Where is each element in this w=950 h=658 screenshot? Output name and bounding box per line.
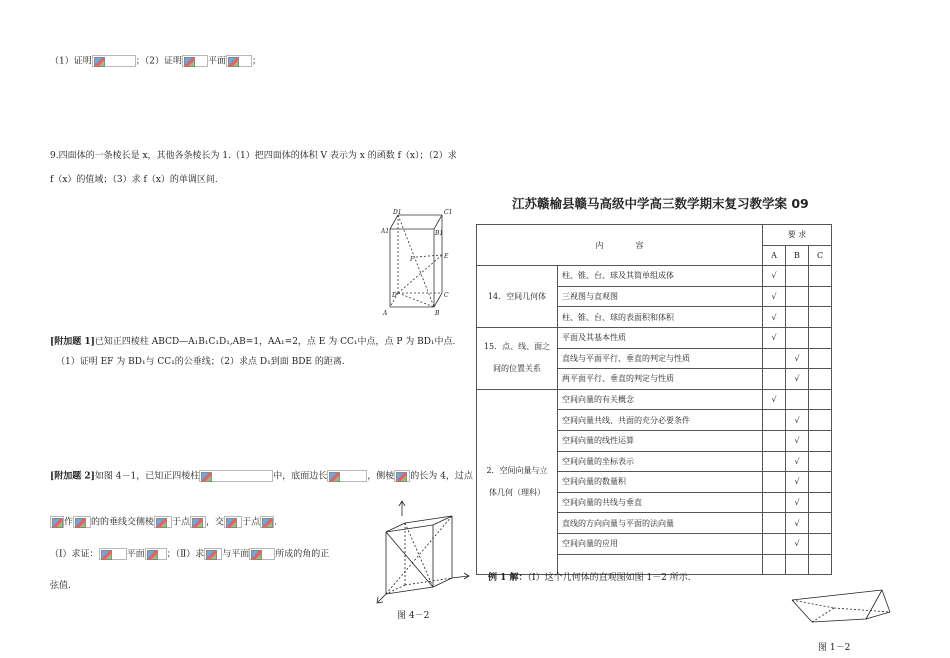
check-b: √ — [786, 430, 809, 451]
item-content: 空间向量的有关概念 — [558, 389, 763, 410]
label-b: B — [435, 310, 440, 317]
formula-image — [199, 470, 273, 482]
image-placeholder-icon — [329, 472, 340, 482]
formula-image — [154, 516, 172, 528]
image-placeholder-icon — [147, 550, 158, 560]
group-name-line: 间的位置关系 — [493, 364, 541, 374]
check-b: √ — [786, 410, 809, 431]
check-c — [809, 492, 832, 513]
solid-figure-1-2 — [786, 584, 896, 634]
formula-image — [249, 548, 275, 560]
item-content: 直线与平面平行、垂直的判定与性质 — [558, 348, 763, 369]
image-placeholder-icon — [396, 472, 407, 482]
label-a: A — [383, 310, 388, 317]
table-row — [477, 389, 832, 410]
formula-image — [224, 516, 242, 528]
item-content: 三视图与直观图 — [558, 286, 763, 307]
check-c — [809, 554, 832, 575]
prism-figure-2 — [372, 498, 472, 606]
item-content: 空间向量的数量积 — [558, 472, 763, 493]
check-c — [809, 472, 832, 493]
item-content: 两平面平行、垂直的判定与性质 — [558, 369, 763, 390]
item-content: 直线的方向向量与平面的法向量 — [558, 513, 763, 534]
check-a: √ — [763, 389, 786, 410]
check-b: √ — [786, 369, 809, 390]
check-a — [763, 410, 786, 431]
label-c1: C1 — [444, 209, 453, 216]
check-b: √ — [786, 451, 809, 472]
question-9-line1: 9.四面体的一条棱长是 x，其他各条棱长为 1.（1）把四面体的体积 V 表示为 x 的函数 f（x）；（2）求 — [50, 151, 457, 161]
item-content: 空间向量的共线与垂直 — [558, 492, 763, 513]
check-b — [786, 554, 809, 575]
header-requirement: 要 求 — [763, 225, 832, 246]
table-header-row — [477, 225, 832, 246]
header-col-b: B — [786, 245, 809, 266]
check-a — [763, 472, 786, 493]
prism-figure-1 — [380, 205, 460, 317]
item-content: 空间向量共线、共面的充分必要条件 — [558, 410, 763, 431]
check-c — [809, 533, 832, 554]
extra-question-2-line1: [附加题 2]如图 4－1，已知正四棱柱 中，底面边长 ，侧棱 的长为 4，过点 — [50, 471, 473, 482]
image-placeholder-icon — [228, 57, 239, 67]
figure-1-2-caption: 图 1－2 — [818, 643, 851, 653]
image-placeholder-icon — [75, 518, 86, 528]
check-b — [786, 389, 809, 410]
group-name-line: 2．空间向量与立 — [486, 465, 548, 475]
example-1-line: 例 1 解：（Ⅰ）这个几何体的直观图如图 1－2 所示. — [488, 573, 691, 583]
image-placeholder-icon — [94, 57, 105, 67]
check-b: √ — [786, 533, 809, 554]
check-c — [809, 266, 832, 287]
formula-image — [394, 470, 410, 482]
image-placeholder-icon — [52, 518, 63, 528]
image-placeholder-icon — [251, 550, 262, 560]
item-content: 空间向量的坐标表示 — [558, 451, 763, 472]
check-c — [809, 410, 832, 431]
check-a — [763, 430, 786, 451]
table-row — [477, 266, 832, 287]
label-f: F — [410, 256, 415, 263]
image-placeholder-icon — [206, 550, 217, 560]
image-placeholder-icon — [184, 57, 195, 67]
formula-image — [226, 55, 252, 67]
formula-image — [99, 548, 127, 560]
check-b — [786, 266, 809, 287]
check-b: √ — [786, 492, 809, 513]
group-name-line: 体几何（理科） — [489, 487, 545, 497]
formula-image — [145, 548, 167, 560]
item-content: 柱、锥、台、球的表面积和体积 — [558, 307, 763, 328]
group-name-line: 15．点、线、面之 — [483, 342, 551, 352]
group-name-line: 14．空间几何体 — [487, 291, 547, 301]
check-b — [786, 327, 809, 348]
check-b: √ — [786, 472, 809, 493]
check-a — [763, 369, 786, 390]
formula-image — [50, 516, 64, 528]
extra-question-1-line2: （1）证明 EF 为 BD₁与 CC₁的公垂线；（2）求点 D₁到面 BDE 的距离. — [56, 357, 345, 367]
extra-question-2-line2: 作 的的垂线交侧棱 于点 ，交 于点 . — [50, 516, 277, 529]
item-content: 空间向量的应用 — [558, 533, 763, 554]
item-content: 柱、锥、台、球及其简单组成体 — [558, 266, 763, 287]
extra-question-2-line3: （Ⅰ）求证： 平面 ；（Ⅱ）求 与平面 所成的角的正 — [50, 549, 330, 560]
check-b: √ — [786, 513, 809, 534]
group-name — [477, 389, 558, 574]
image-placeholder-icon — [226, 518, 237, 528]
item-content: 平面及其基本性质 — [558, 327, 763, 348]
check-c — [809, 430, 832, 451]
figure-4-2-caption: 图 4－2 — [397, 611, 430, 621]
item-content: 空间向量的线性运算 — [558, 430, 763, 451]
check-a: √ — [763, 266, 786, 287]
formula-image — [260, 516, 274, 528]
check-b — [786, 286, 809, 307]
image-placeholder-icon — [101, 550, 112, 560]
image-placeholder-icon — [192, 518, 203, 528]
proof-line: （1）证明 ；（2）证明 平面 ； — [50, 56, 261, 67]
image-placeholder-icon — [262, 518, 273, 528]
formula-image — [182, 55, 208, 67]
check-a: √ — [763, 286, 786, 307]
label-d: D — [392, 292, 397, 299]
group-name — [477, 266, 558, 328]
formula-image — [190, 516, 206, 528]
check-a — [763, 554, 786, 575]
check-c — [809, 513, 832, 534]
image-placeholder-icon — [201, 472, 212, 482]
check-a — [763, 513, 786, 534]
check-a: √ — [763, 327, 786, 348]
table-row — [477, 327, 832, 348]
formula-image — [73, 516, 91, 528]
label-a1: A1 — [381, 228, 390, 235]
check-a — [763, 492, 786, 513]
check-a: √ — [763, 307, 786, 328]
image-placeholder-icon — [156, 518, 167, 528]
header-content: 内 容 — [477, 225, 763, 266]
extra-question-2-line4: 弦值. — [50, 581, 71, 591]
check-a — [763, 533, 786, 554]
group-name — [477, 327, 558, 389]
check-c — [809, 369, 832, 390]
check-a — [763, 348, 786, 369]
check-c — [809, 389, 832, 410]
label-c: C — [444, 292, 449, 299]
check-c — [809, 451, 832, 472]
formula-image — [204, 548, 222, 560]
header-col-a: A — [763, 245, 786, 266]
label-b1: B1 — [435, 230, 444, 237]
formula-image — [327, 470, 367, 482]
check-c — [809, 348, 832, 369]
check-a — [763, 451, 786, 472]
check-b — [786, 307, 809, 328]
extra-question-1: [附加题 1]已知正四棱柱 ABCD—A₁B₁C₁D₁,AB=1，AA₁=2，点 E 为 CC₁中点，点 P 为 BD₁中点. — [50, 337, 456, 347]
check-b: √ — [786, 348, 809, 369]
check-c — [809, 327, 832, 348]
question-9-line2: f（x）的值域；（3）求 f（x）的单调区间. — [50, 175, 218, 185]
check-c — [809, 307, 832, 328]
header-col-c: C — [809, 245, 832, 266]
page-title: 江苏赣榆县赣马高级中学高三数学期末复习教学案 09 — [512, 196, 809, 211]
label-d1: D1 — [393, 209, 402, 216]
label-e: E — [444, 253, 449, 260]
check-c — [809, 286, 832, 307]
formula-image — [92, 55, 136, 67]
requirements-table — [476, 224, 832, 575]
